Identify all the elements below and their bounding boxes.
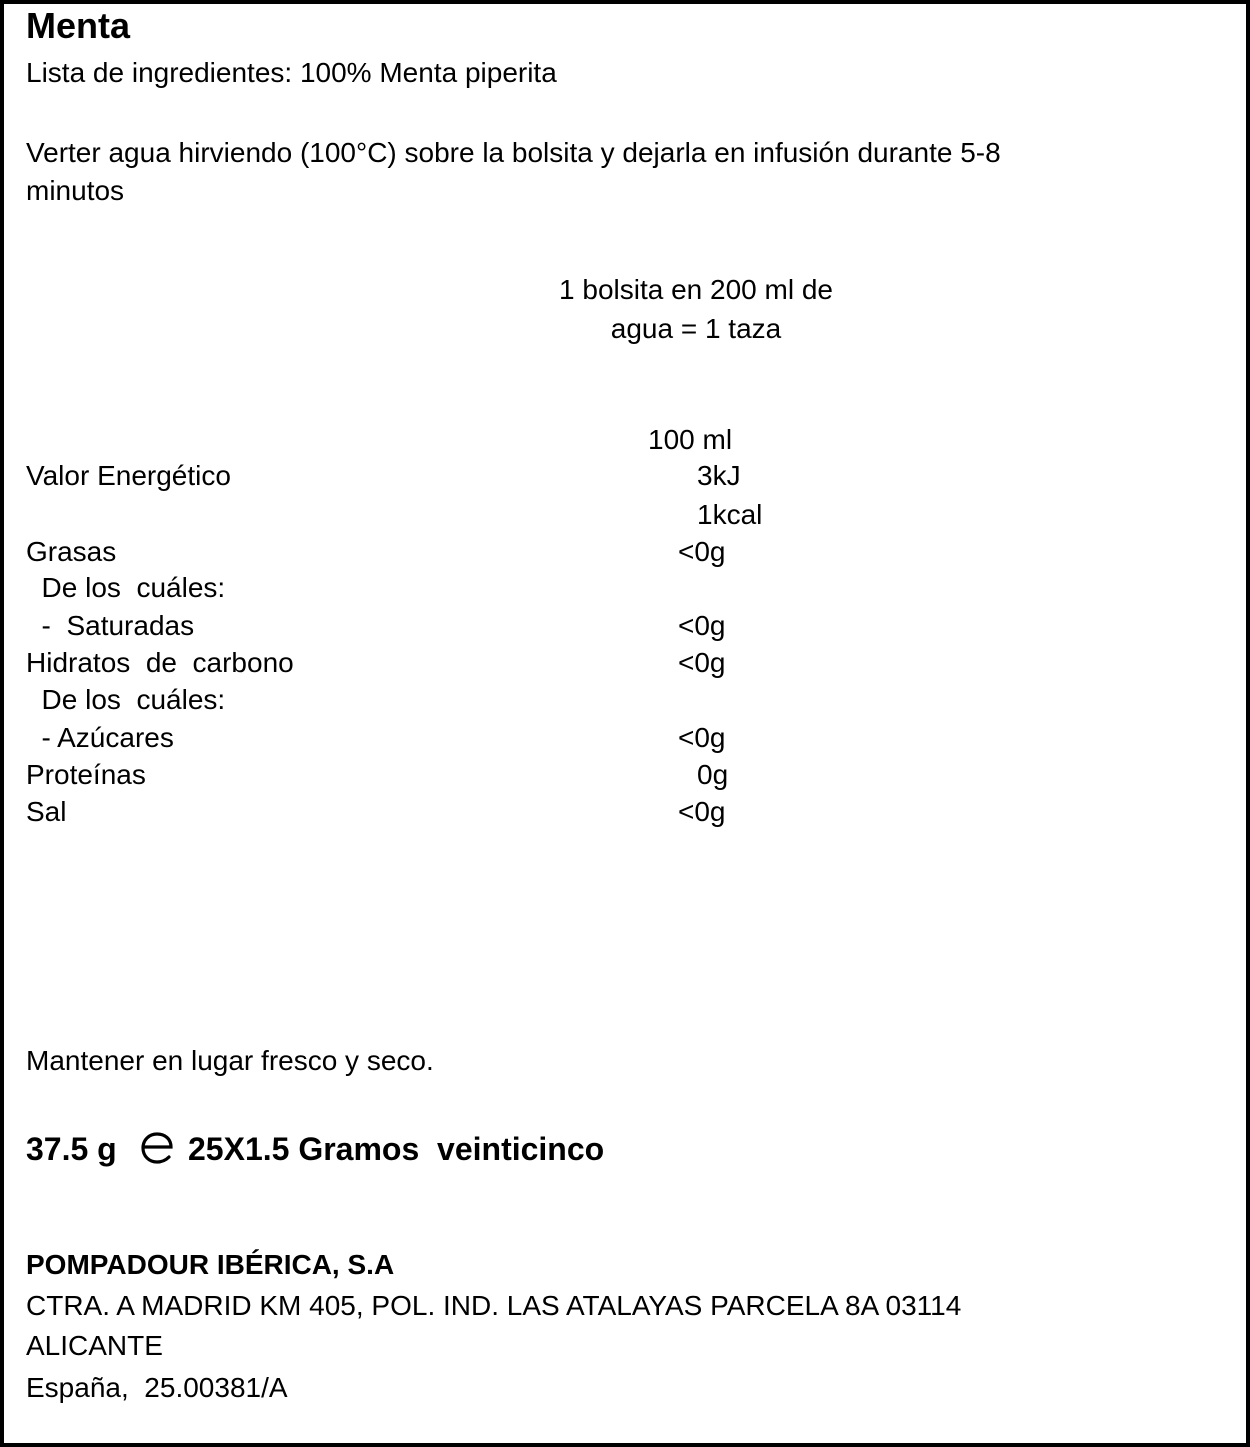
nutrition-column-header: 100 ml [648,424,733,455]
nutrient-value: 0g [697,759,729,790]
preparation-line-2: minutos [26,175,125,206]
company-name: POMPADOUR IBÉRICA, S.A [26,1249,395,1280]
nutrient-value: <0g [678,536,726,567]
nutrient-label: De los cuáles: [26,684,226,715]
nutrient-value: <0g [678,722,726,753]
storage-instructions: Mantener en lugar fresco y seco. [26,1045,434,1076]
energy-kcal-value: 1kcal [697,499,763,530]
nutrient-label: Sal [26,796,67,827]
company-country-registration: España, 25.00381/A [26,1372,288,1403]
energy-kj-value: 3kJ [697,460,741,491]
nutrient-value: <0g [678,647,726,678]
energy-label: Valor Energético [26,460,231,491]
ingredients-list: Lista de ingredientes: 100% Menta piperita [26,57,557,88]
product-title: Menta [26,5,131,46]
estimated-sign-icon [139,1131,175,1165]
preparation-line-1: Verter agua hirviendo (100°C) sobre la bolsita y dejarla en infusión durante 5-8 [26,137,1001,168]
serving-line-2: agua = 1 taza [610,313,782,344]
nutrient-value: <0g [678,610,726,641]
company-address-line-1: CTRA. A MADRID KM 405, POL. IND. LAS ATALAYAS PARCELA 8A 03114 [26,1290,962,1321]
nutrient-label: Proteínas [26,759,146,790]
nutrient-label: - Saturadas [26,610,195,641]
net-weight: 37.5 g [26,1131,117,1167]
nutrient-label: Grasas [26,536,117,567]
pack-weight-detail: 25X1.5 Gramos veinticinco [188,1131,605,1167]
nutrient-label: Hidratos de carbono [26,647,294,678]
nutrient-label: De los cuáles: [26,572,226,603]
nutrient-value: <0g [678,796,726,827]
company-address-line-2: ALICANTE [26,1330,163,1361]
serving-line-1: 1 bolsita en 200 ml de [559,274,833,305]
nutrient-label: - Azúcares [26,722,174,753]
